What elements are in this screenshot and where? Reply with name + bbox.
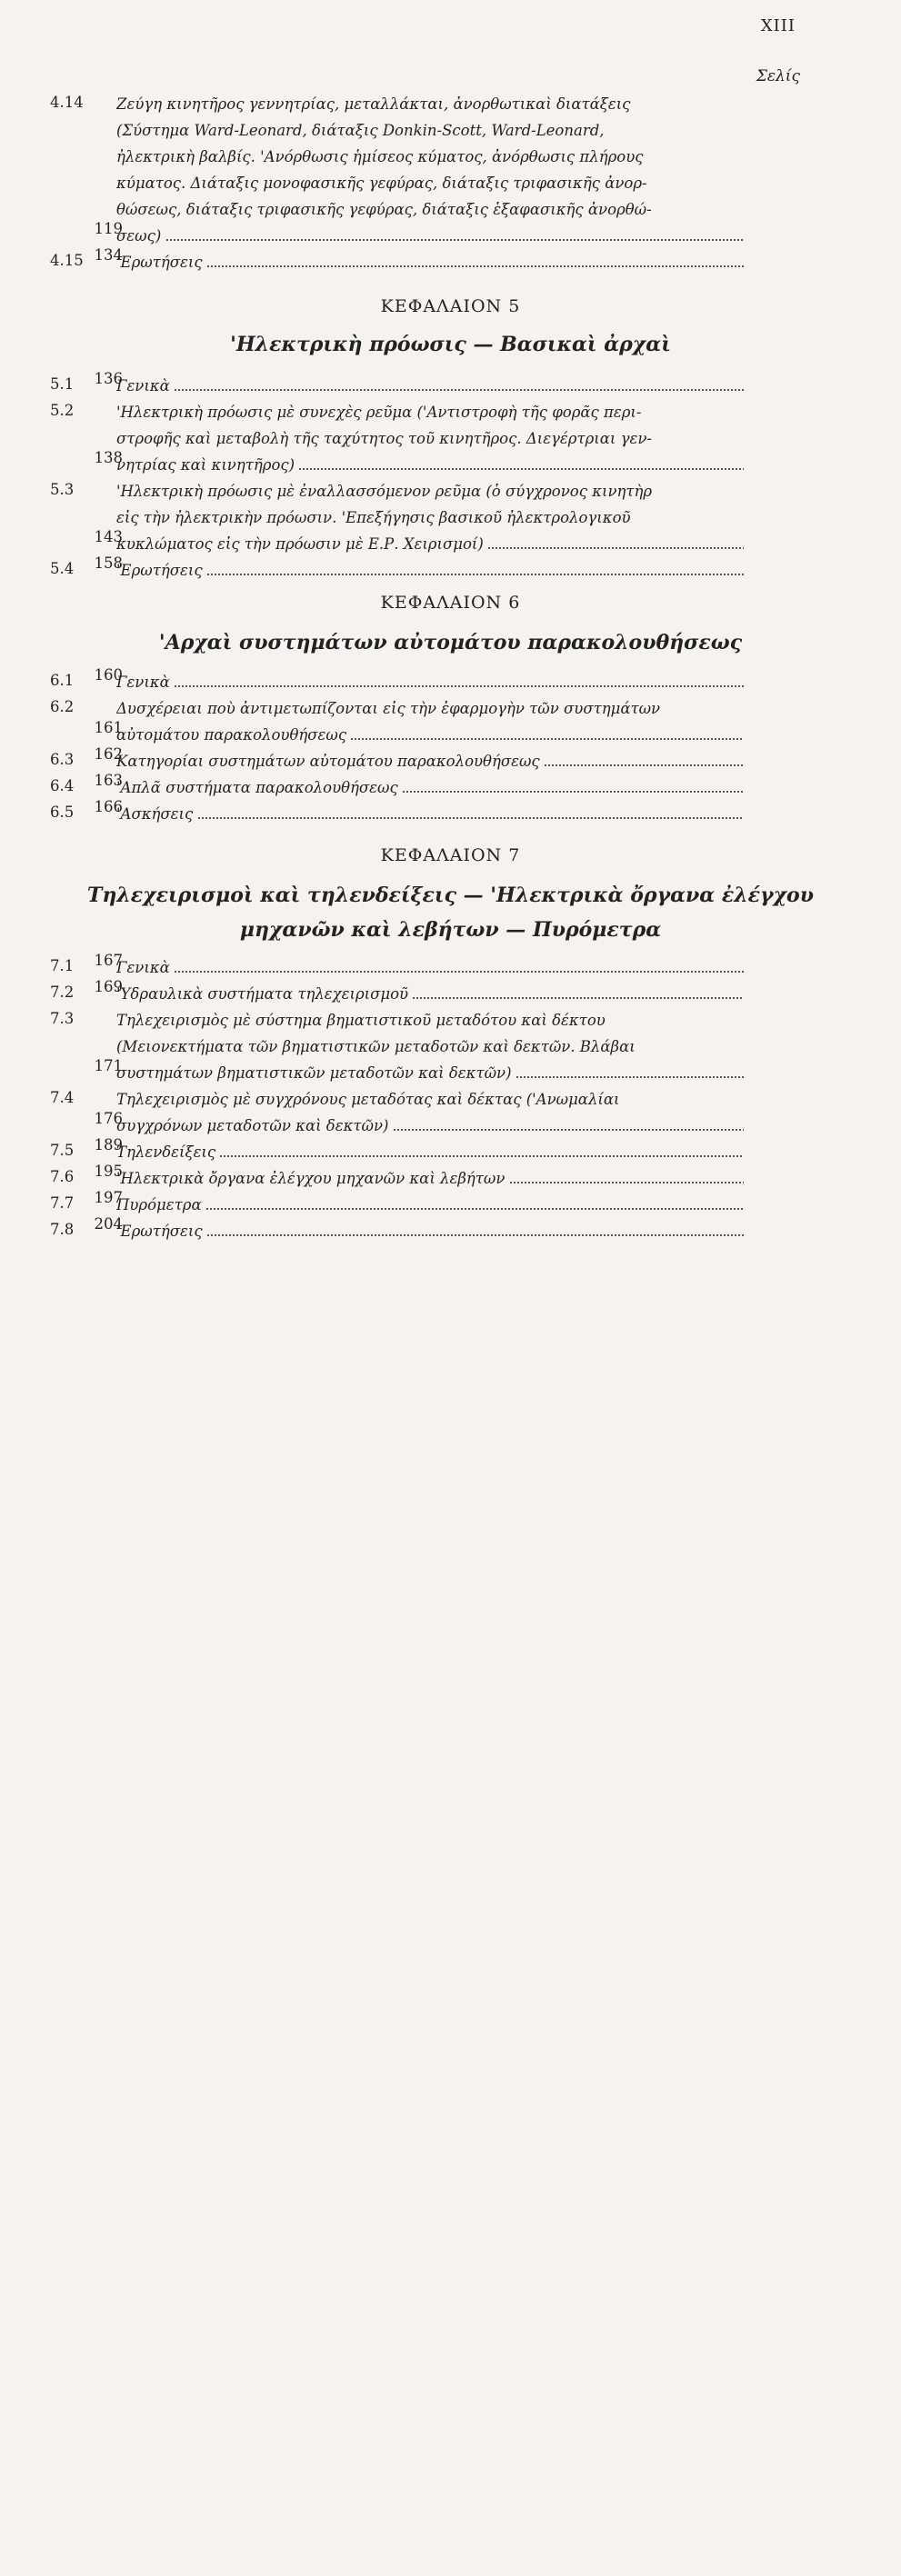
entry-page-number: 134 [94, 246, 123, 264]
entry-number: 6.2 [50, 698, 75, 715]
entry-text-line: (Σύστημα Ward-Leonard, διάταξις Donkin-Scott, Ward-Leonard, [116, 122, 605, 139]
toc-entry [50, 1007, 814, 1086]
entry-page-number: 195 [94, 1163, 123, 1180]
page-column-label: Σελίς [756, 67, 800, 85]
entry-page-number: 119 [94, 220, 123, 237]
entry-number: 6.4 [50, 777, 75, 794]
entry-number: 6.1 [50, 672, 75, 689]
toc-entry [50, 695, 814, 748]
dot-leader [175, 380, 744, 391]
entry-text-line: συστημάτων βηματιστικῶν μεταδοτῶν καὶ δεκτῶν) [116, 1060, 744, 1086]
dot-leader [299, 459, 744, 470]
entry-text [116, 1007, 744, 1086]
entry-text-line: αὐτομάτου παρακολουθήσεως [116, 722, 744, 748]
dot-leader [516, 1067, 744, 1078]
toc-entry [50, 954, 814, 981]
dot-leader [207, 564, 744, 575]
chapter7-title-line2: μηχανῶν καὶ λεβήτων — Πυρόμετρα [239, 918, 662, 942]
toc-entry [50, 246, 814, 275]
dot-leader [166, 230, 745, 241]
toc-entry [50, 1189, 814, 1218]
entry-number: 7.7 [50, 1194, 75, 1212]
chapter6-heading: ΚΕΦΑΛΑΙΟΝ 6 [380, 593, 521, 613]
entry-number: 5.1 [50, 375, 75, 393]
entry-number: 7.6 [50, 1168, 75, 1185]
entry-page-number: 160 [94, 666, 123, 684]
dot-leader [351, 729, 744, 740]
entry-page-number: 163 [94, 772, 123, 789]
dot-leader [403, 782, 744, 793]
entry-text-line: 'Ερωτήσεις [116, 249, 744, 275]
entry-text-line: Τηλενδείξεις [116, 1139, 744, 1165]
chapter5-title: 'Ηλεκτρικὴ πρόωσις — Βασικαὶ ἀρχαὶ [230, 333, 671, 356]
entry-text-line: εἰς τὴν ἠλεκτρικὴν πρόωσιν. 'Επεξήγησις βασικοῦ ἠλεκτρολογικοῦ [116, 509, 631, 526]
toc-entry [50, 1215, 814, 1244]
toc-entry [50, 554, 814, 584]
entry-page-number: 197 [94, 1189, 123, 1206]
toc-entry [50, 774, 814, 801]
entry-page-number: 162 [94, 745, 123, 763]
entry-page-number: 167 [94, 952, 123, 969]
entry-text-line: 'Ερωτήσεις [116, 557, 744, 584]
entry-text-line: κυκλώματος εἰς τὴν πρόωσιν μὲ Ε.Ρ. Χειρισμοί) [116, 531, 744, 557]
dot-leader [207, 256, 744, 267]
dot-leader [545, 755, 744, 766]
entry-number: 7.8 [50, 1221, 75, 1238]
entry-page-number: 136 [94, 370, 123, 387]
entry-text-line: 'Ηλεκτρικὴ πρόωσις μὲ ἐναλλασσόμενον ρεῦμα (ὁ σύγχρονος κινητὴρ [116, 483, 653, 500]
entry-text [116, 981, 744, 1007]
toc-entry [50, 370, 814, 399]
entry-text-line: σεως) [116, 223, 744, 249]
entry-text-line: 'Απλᾶ συστήματα παρακολουθήσεως [116, 774, 744, 801]
entry-page-number: 171 [94, 1057, 123, 1074]
entry-text-line: νητρίας καὶ κινητῆρος) [116, 452, 744, 478]
entry-text [116, 748, 744, 774]
dot-leader [394, 1120, 744, 1131]
dot-leader [510, 1173, 744, 1183]
entry-text-line: 'Ηλεκτρικὰ ὄργανα ἐλέγχου μηχανῶν καὶ λεβήτων [116, 1165, 744, 1192]
toc-entry [50, 1086, 814, 1139]
entry-text-line: Δυσχέρειαι ποὺ ἀντιμετωπίζονται εἰς τὴν ἐφαρμογὴν τῶν συστημάτων [116, 700, 661, 717]
entry-number: 7.3 [50, 1010, 75, 1027]
toc-entry [50, 666, 814, 695]
chapter7-heading: ΚΕΦΑΛΑΙΟΝ 7 [380, 845, 521, 865]
chapter6-title: 'Αρχαὶ συστημάτων αὐτομάτου παρακολουθήσεως [158, 631, 743, 654]
entry-page-number: 204 [94, 1215, 123, 1233]
toc-entry [50, 91, 814, 249]
entry-number: 6.3 [50, 751, 75, 768]
toc-entry [50, 745, 814, 774]
dot-leader [198, 808, 745, 819]
toc-entry [50, 1165, 814, 1192]
chapter5-heading: ΚΕΦΑΛΑΙΟΝ 5 [380, 296, 521, 316]
entry-text-line: Γενικὰ [116, 954, 744, 981]
entry-text [116, 1139, 744, 1165]
toc-entry [50, 399, 814, 478]
chapter7-title-line1: Τηλεχειρισμοὶ καὶ τηλενδείξεις — 'Ηλεκτρικὰ ὄργανα ἐλέγχου [87, 884, 814, 907]
entry-page-number: 189 [94, 1136, 123, 1153]
entry-number: 5.4 [50, 560, 75, 577]
entry-text [116, 399, 744, 478]
entry-text [116, 1165, 744, 1192]
entry-text [116, 695, 744, 748]
entry-page-number: 166 [94, 798, 123, 815]
entry-text-line: θώσεως, διάταξις τριφασικῆς γεφύρας, διάταξις ἑξαφασικῆς ἀνορθώ- [116, 201, 652, 218]
entry-number: 7.2 [50, 983, 75, 1001]
entry-text-line: Κατηγορίαι συστημάτων αὐτομάτου παρακολουθήσεως [116, 748, 744, 774]
entry-page-number: 143 [94, 528, 123, 545]
entry-text-line: ἠλεκτρικὴ βαλβίς. 'Ανόρθωσις ἡμίσεος κύματος, ἀνόρθωσις πλήρους [116, 148, 644, 165]
dot-leader [206, 1199, 744, 1210]
entry-text-line: συγχρόνων μεταδοτῶν καὶ δεκτῶν) [116, 1113, 744, 1139]
entry-page-number: 138 [94, 449, 123, 466]
entry-text-line: στροφῆς καὶ μεταβολὴ τῆς ταχύτητος τοῦ κινητῆρος. Διεγέρτριαι γεν- [116, 430, 652, 447]
entry-text-line: Τηλεχειρισμὸς μὲ συγχρόνους μεταδότας καὶ δέκτας ('Ανωμαλίαι [116, 1091, 620, 1108]
entry-text-line: 'Ηλεκτρικὴ πρόωσις μὲ συνεχὲς ρεῦμα ('Αντιστροφὴ τῆς φορᾶς περι- [116, 404, 642, 421]
entry-text-line: (Μειονεκτήματα τῶν βηματιστικῶν μεταδοτῶν καὶ δεκτῶν. Βλάβαι [116, 1038, 636, 1055]
entry-text [116, 954, 744, 981]
entry-text [116, 478, 744, 557]
entry-text-line: 'Ερωτήσεις [116, 1218, 744, 1244]
entry-text-line: Πυρόμετρα [116, 1192, 744, 1218]
entry-text-line: 'Υδραυλικὰ συστήματα τηλεχειρισμοῦ [116, 981, 744, 1007]
entry-number: 7.1 [50, 957, 75, 974]
entry-number: 7.4 [50, 1089, 75, 1106]
entry-text-line: Ζεύγη κινητῆρος γεννητρίας, μεταλλάκται, ἀνορθωτικαὶ διατάξεις [116, 95, 631, 113]
entry-text-line: Τηλεχειρισμὸς μὲ σύστημα βηματιστικοῦ μεταδότου καὶ δέκτου [116, 1012, 606, 1029]
dot-leader [413, 988, 744, 999]
entry-text-line: 'Ασκήσεις [116, 801, 744, 827]
toc-entry [50, 1136, 814, 1165]
entry-page-number: 169 [94, 978, 123, 995]
entry-number: 6.5 [50, 804, 75, 821]
entry-text [116, 557, 744, 584]
entry-text [116, 373, 744, 399]
entry-text [116, 1218, 744, 1244]
entry-text [116, 249, 744, 275]
entry-page-number: 158 [94, 554, 123, 572]
entry-text-line: Γενικὰ [116, 669, 744, 695]
entry-number: 7.5 [50, 1142, 75, 1159]
entry-page-number: 176 [94, 1110, 123, 1127]
entry-text-line: κύματος. Διάταξις μονοφασικῆς γεφύρας, διάταξις τριφασικῆς ἀνορ- [116, 175, 647, 192]
dot-leader [220, 1146, 744, 1157]
entry-number: 4.14 [50, 94, 84, 111]
entry-text [116, 774, 744, 801]
toc-entry [50, 978, 814, 1007]
entry-text [116, 1086, 744, 1139]
entry-text [116, 801, 744, 827]
entry-text-line: Γενικὰ [116, 373, 744, 399]
entry-page-number: 161 [94, 719, 123, 736]
entry-text [116, 91, 744, 249]
dot-leader [488, 538, 744, 549]
toc-entry [50, 478, 814, 557]
entry-number: 5.2 [50, 402, 75, 419]
entry-text [116, 1192, 744, 1218]
dot-leader [207, 1225, 744, 1236]
entry-text [116, 669, 744, 695]
dot-leader [175, 676, 744, 687]
entry-number: 4.15 [50, 252, 84, 269]
entry-number: 5.3 [50, 481, 75, 498]
toc-entry [50, 798, 814, 827]
page-number: XIII [760, 16, 796, 35]
dot-leader [175, 962, 744, 973]
